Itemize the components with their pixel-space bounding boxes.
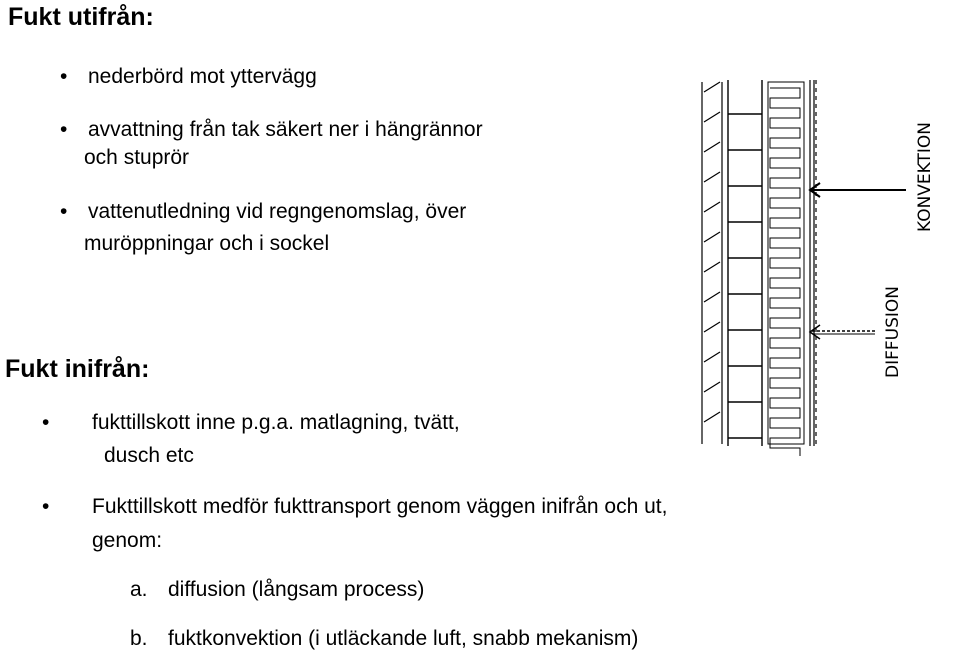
wall-section-diagram: [700, 74, 958, 456]
outside-item-3-line-2: muröppningar och i sockel: [84, 232, 330, 255]
outside-item-2-line-1: avvattning från tak säkert ner i hängrännor: [88, 118, 483, 141]
outside-item-3-line-1: vattenutledning vid regngenomslag, över: [88, 200, 467, 223]
inside-item-1-line-1: fukttillskott inne p.g.a. matlagning, tvätt,: [92, 411, 460, 434]
convection-label: KONVEKTION: [915, 122, 935, 233]
inside-item-2-line-1: Fukttillskott medför fukttransport genom väggen inifrån och ut,: [92, 495, 668, 518]
heading-moisture-outside: Fukt utifrån:: [8, 3, 154, 31]
sub-item-a-text: diffusion (långsam process): [168, 578, 425, 601]
sub-item-a-marker: a.: [130, 578, 148, 601]
inside-item-1-line-2: dusch etc: [104, 444, 194, 467]
sub-item-b-text: fuktkonvektion (i utläckande luft, snabb mekanism): [168, 627, 639, 650]
bullet-icon: •: [42, 411, 50, 434]
bullet-icon: •: [60, 118, 68, 141]
bullet-icon: •: [60, 200, 68, 223]
inside-item-2-line-2: genom:: [92, 529, 163, 552]
heading-moisture-inside: Fukt inifrån:: [5, 355, 150, 383]
diffusion-label: DIFFUSION: [883, 286, 903, 379]
outside-item-1: nederbörd mot yttervägg: [88, 65, 317, 88]
outside-item-2-line-2: och stuprör: [84, 146, 190, 169]
bullet-icon: •: [60, 65, 68, 88]
sub-item-b-marker: b.: [130, 627, 148, 650]
bullet-icon: •: [42, 495, 50, 518]
